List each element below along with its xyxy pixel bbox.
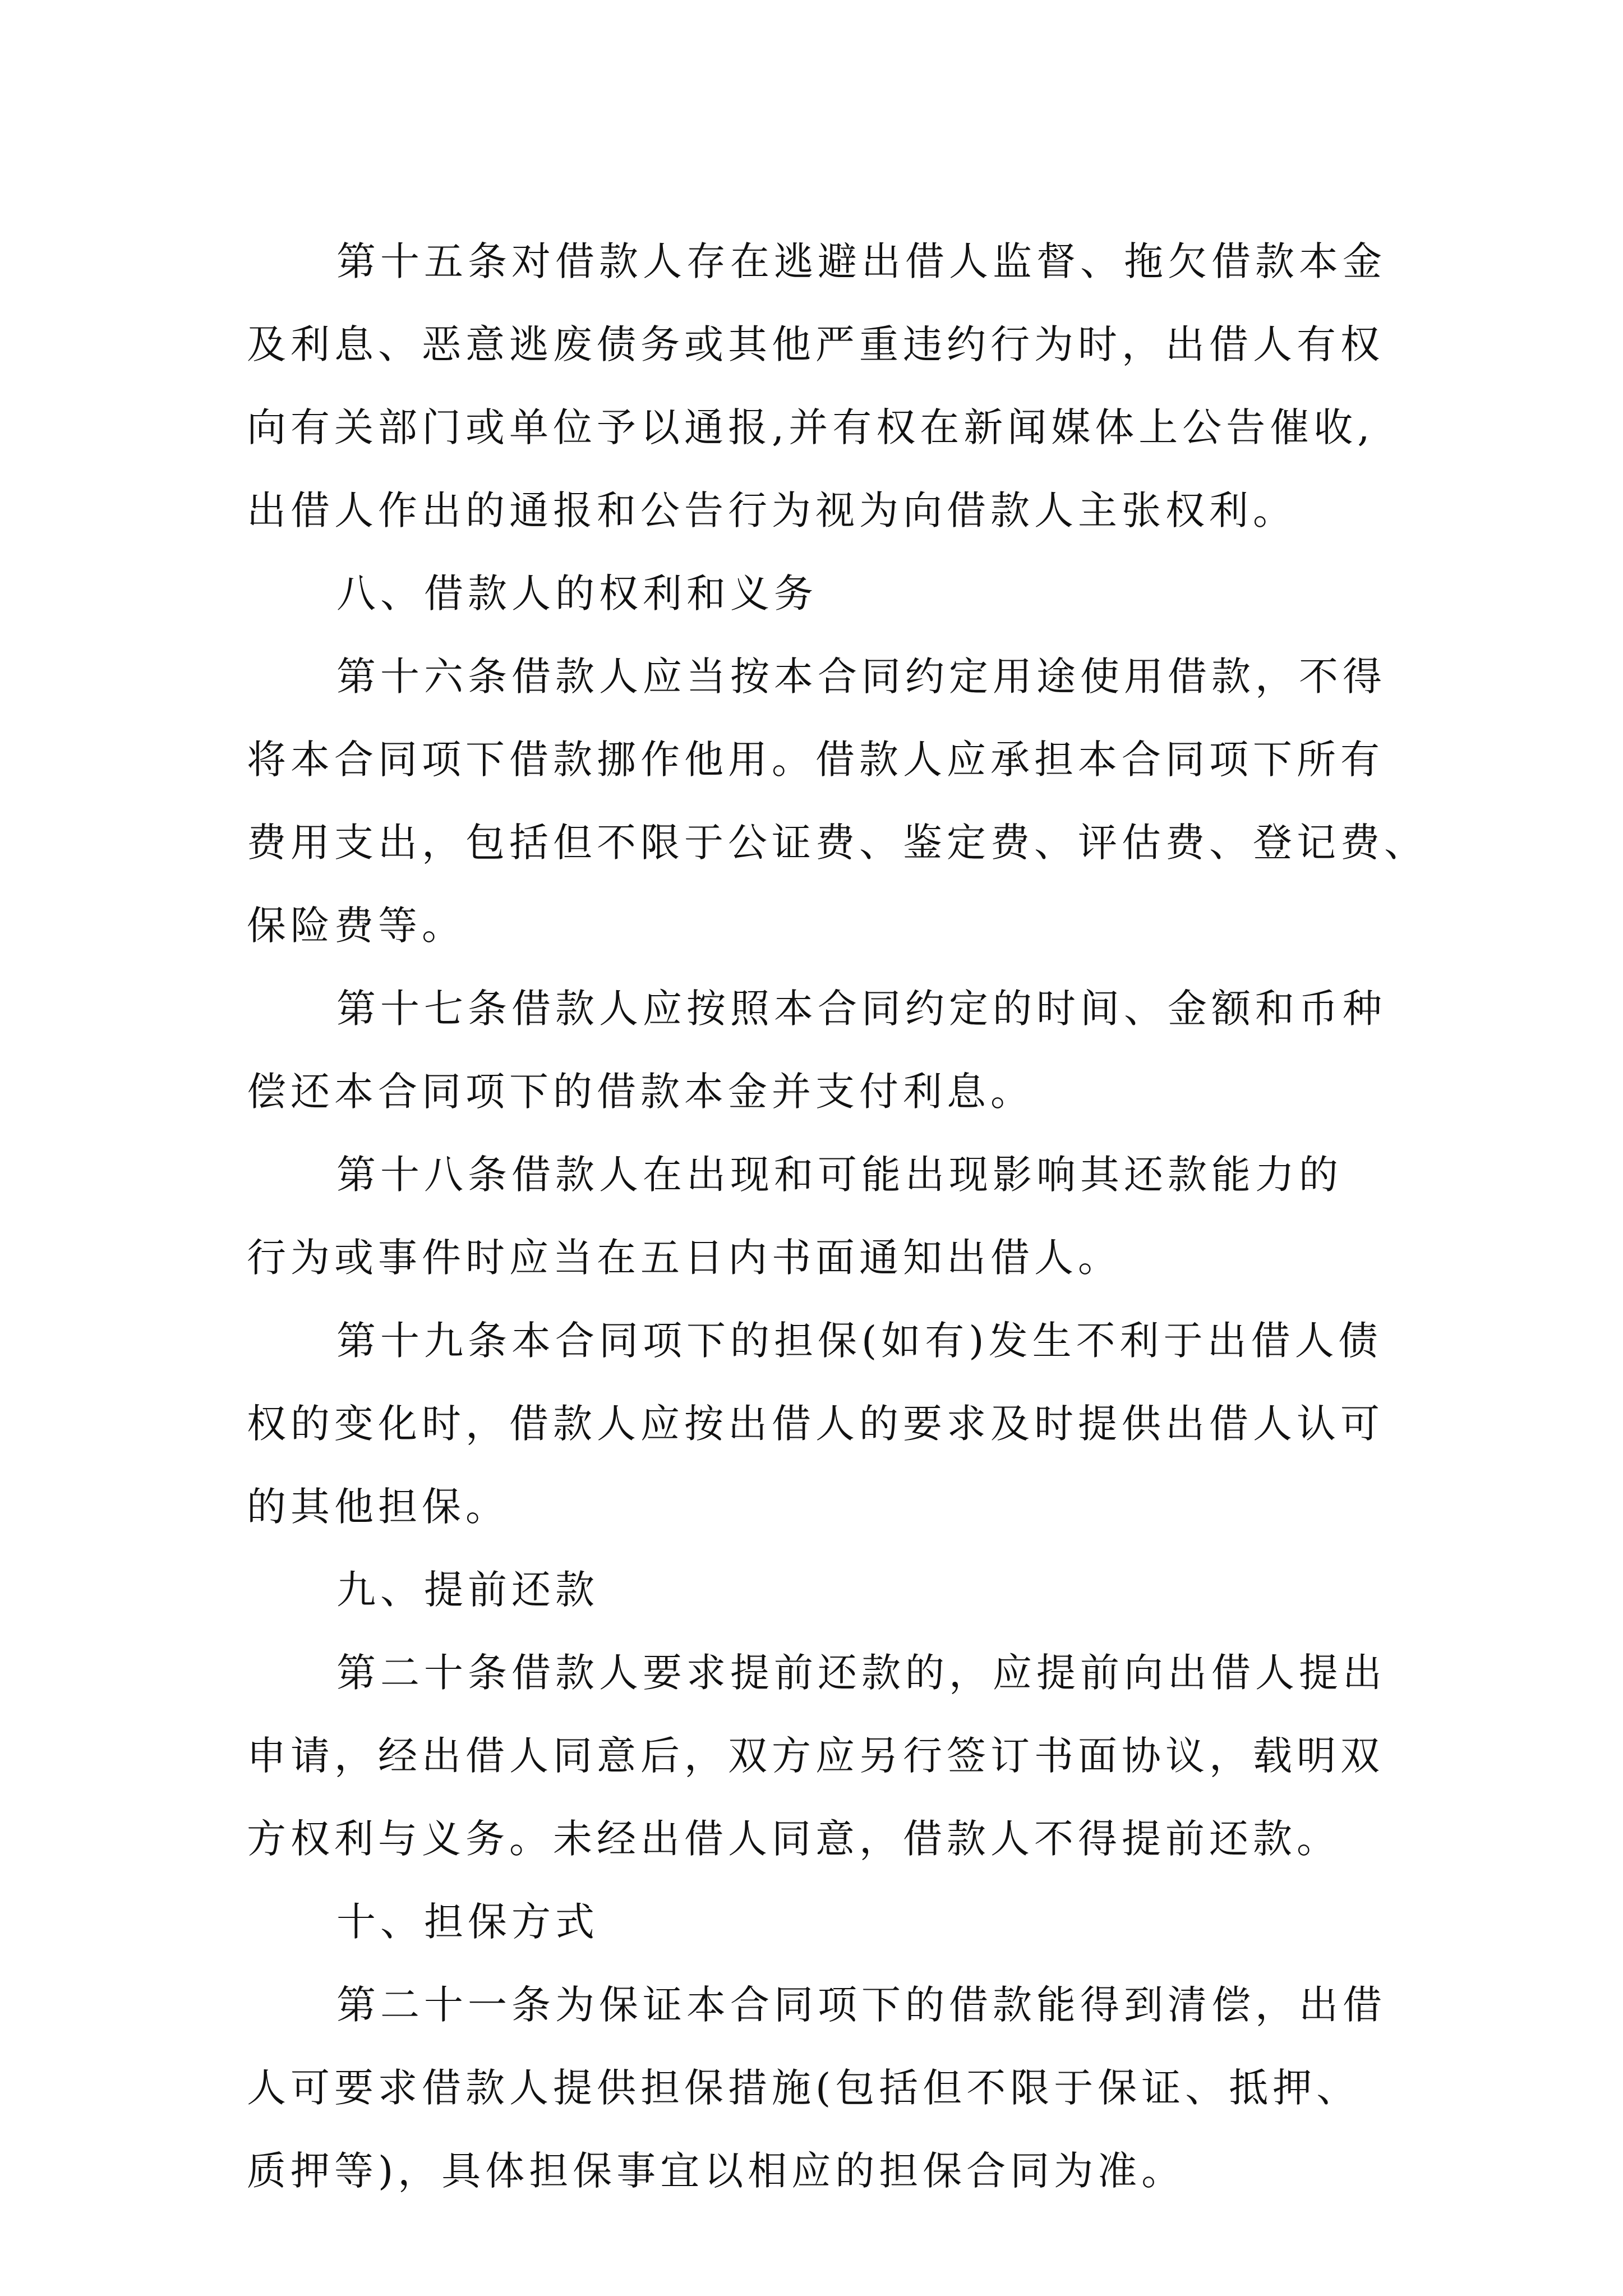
text-line: 将本合同项下借款挪作他用。借款人应承担本合同项下所有	[247, 737, 1384, 783]
text-line: 第十五条对借款人存在逃避出借人监督、拖欠借款本金	[336, 238, 1386, 284]
section-heading: 八、借款人的权利和义务	[336, 570, 818, 616]
text-line: 第十九条本合同项下的担保(如有)发生不利于出借人债	[336, 1318, 1382, 1364]
text-line: 保险费等。	[247, 903, 465, 949]
text-line: 出借人作出的通报和公告行为视为向借款人主张权利。	[247, 487, 1297, 533]
document-body	[247, 220, 1430, 2212]
text-line: 及利息、恶意逃废债务或其他严重违约行为时，出借人有权	[247, 321, 1384, 367]
text-line: 行为或事件时应当在五日内书面通知出借人。	[247, 1235, 1122, 1281]
text-line: 人可要求借款人提供担保措施(包括但不限于保证、抵押、	[247, 2065, 1361, 2111]
text-line: 的其他担保。	[247, 1484, 509, 1530]
text-line: 第十七条借款人应按照本合同约定的时间、金额和币种	[336, 986, 1386, 1032]
text-line: 费用支出，包括但不限于公证费、鉴定费、评估费、登记费、	[247, 820, 1428, 866]
text-line: 第二十一条为保证本合同项下的借款能得到清偿，出借	[336, 1982, 1386, 2028]
section-heading: 九、提前还款	[336, 1567, 599, 1613]
text-line: 偿还本合同项下的借款本金并支付利息。	[247, 1069, 1034, 1115]
text-line: 申请，经出借人同意后，双方应另行签订书面协议，载明双	[247, 1733, 1384, 1779]
text-line: 权的变化时，借款人应按出借人的要求及时提供出借人认可	[247, 1401, 1384, 1447]
text-line: 方权利与义务。未经出借人同意，借款人不得提前还款。	[247, 1816, 1340, 1862]
text-line: 质押等)，具体担保事宜以相应的担保合同为准。	[247, 2148, 1186, 2194]
section-heading: 十、担保方式	[336, 1899, 599, 1945]
text-line: 第十八条借款人在出现和可能出现影响其还款能力的	[336, 1152, 1343, 1198]
text-line: 向有关部门或单位予以通报,并有权在新闻媒体上公告催收,	[247, 404, 1375, 450]
text-line: 第十六条借款人应当按本合同约定用途使用借款，不得	[336, 654, 1386, 700]
text-line: 第二十条借款人要求提前还款的，应提前向出借人提出	[336, 1650, 1386, 1696]
